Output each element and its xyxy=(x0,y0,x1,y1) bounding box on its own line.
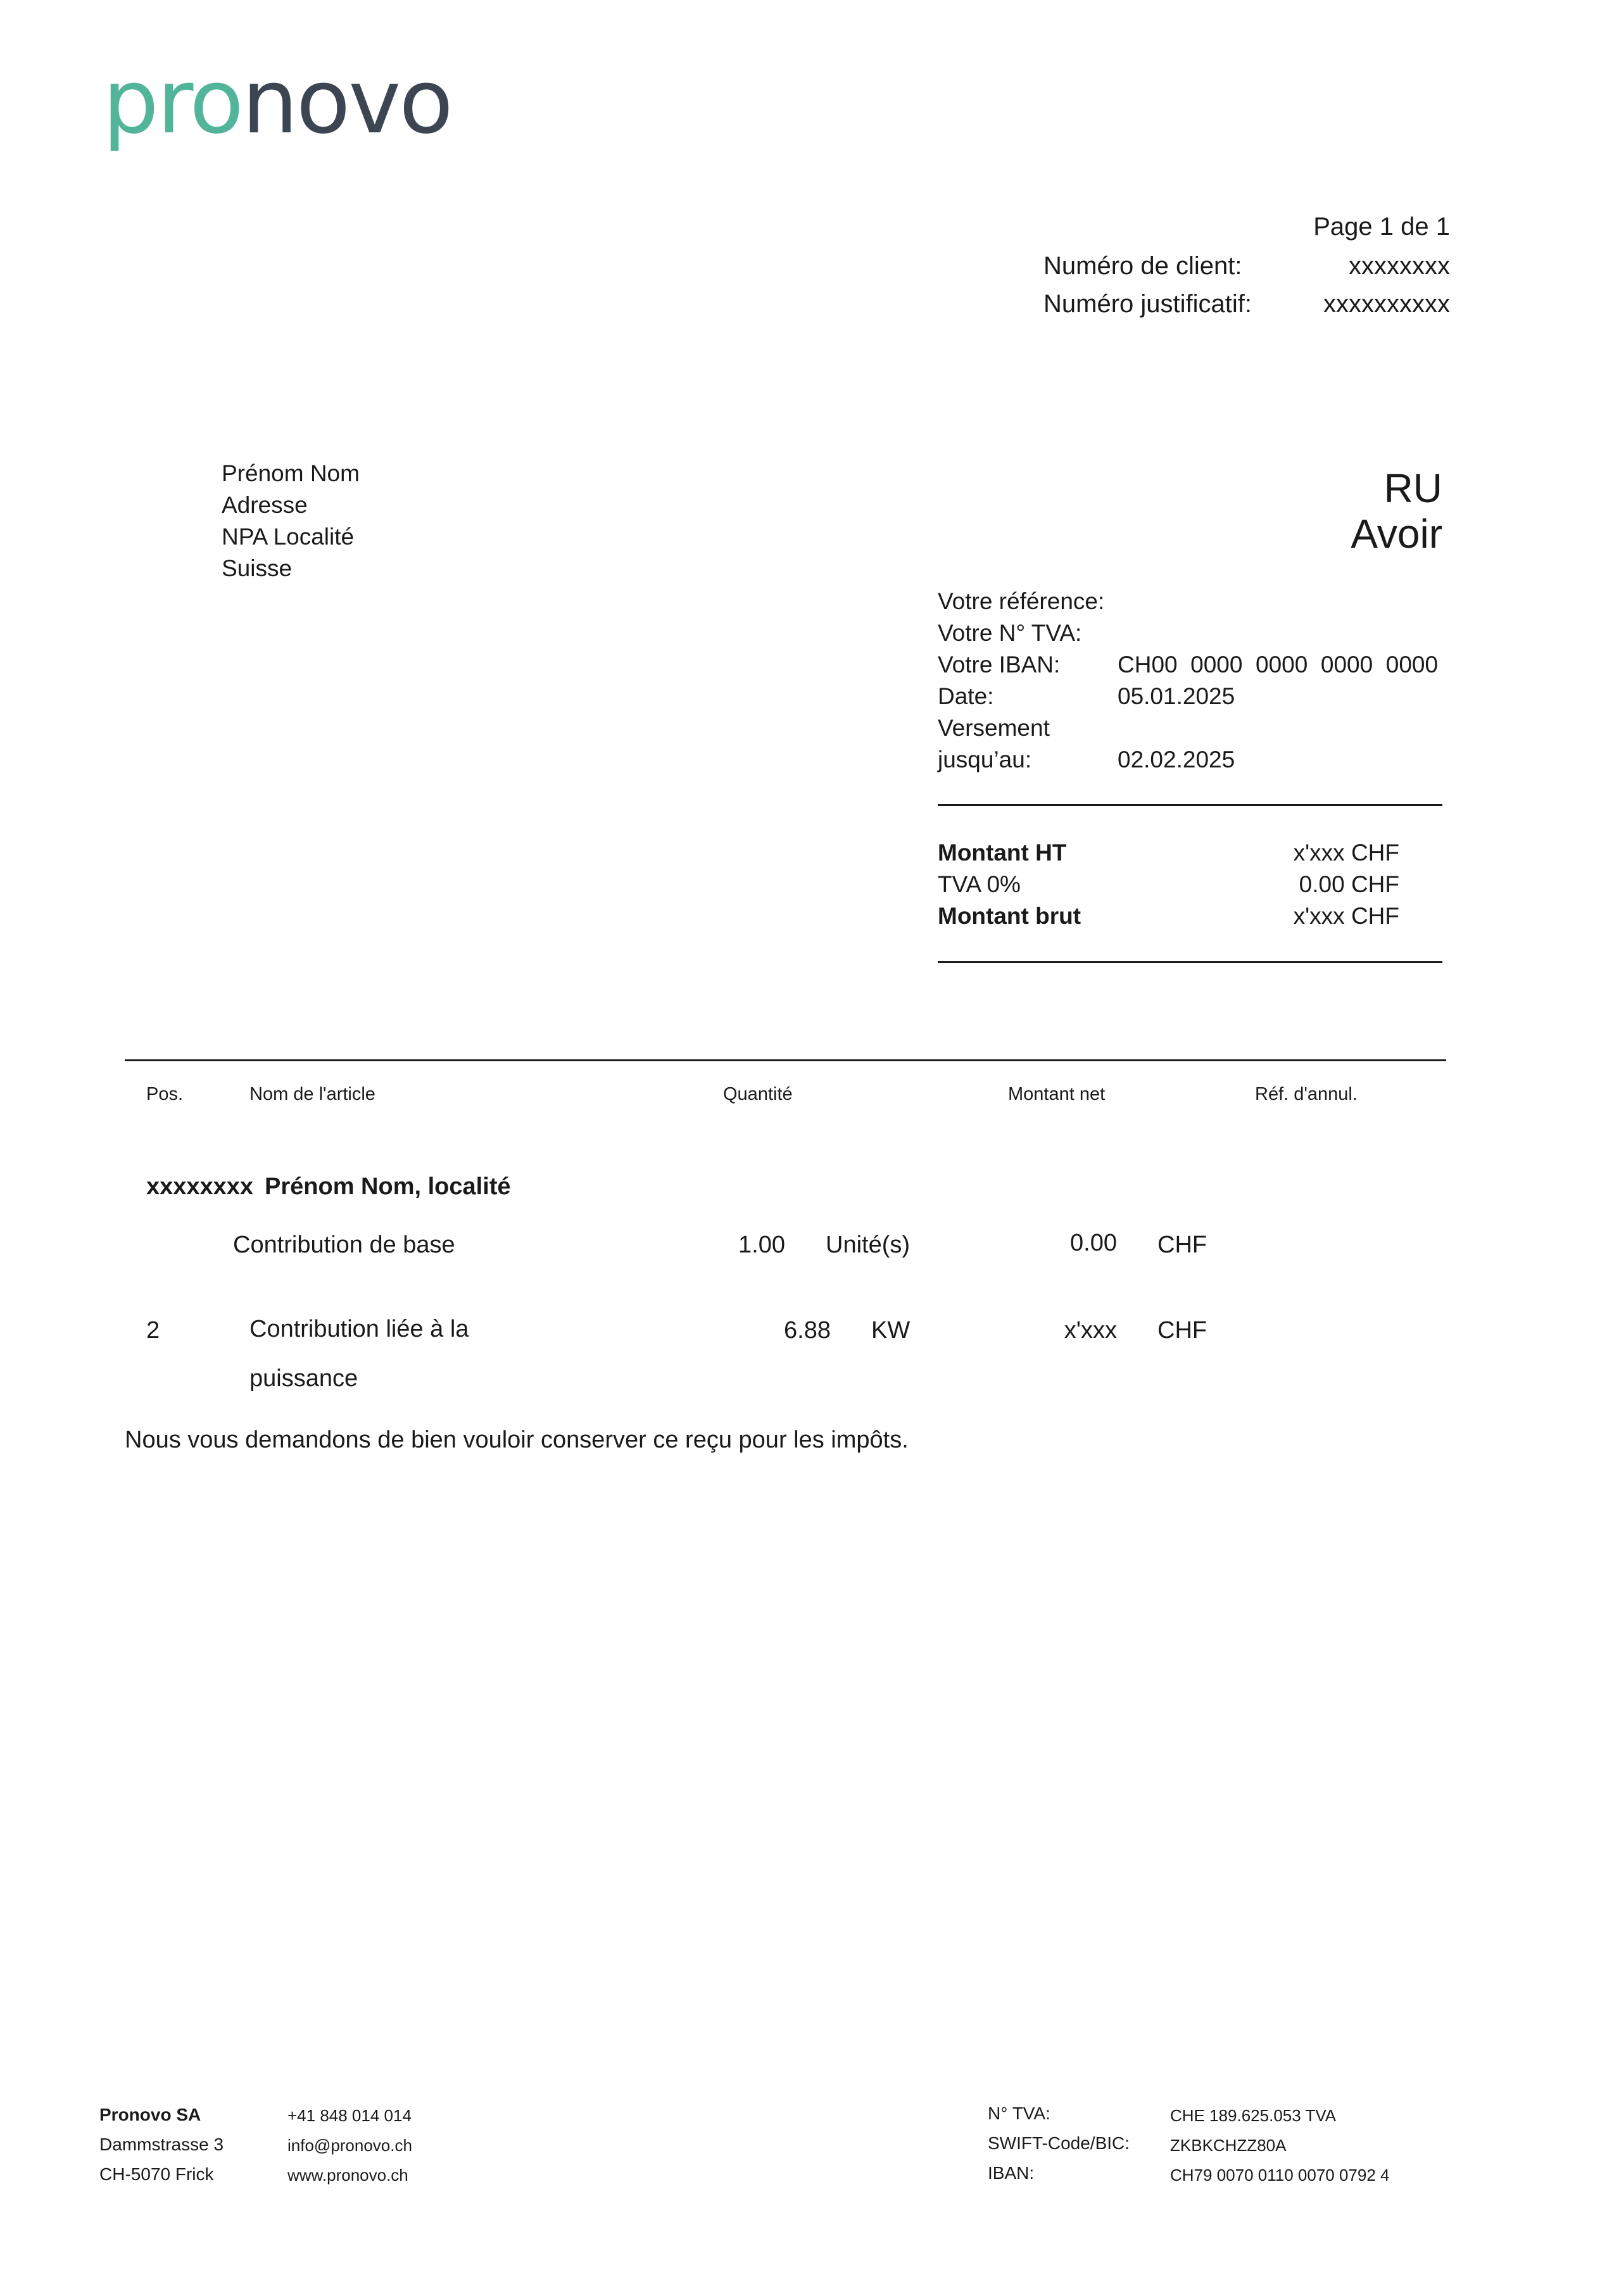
group-id: xxxxxxxx xyxy=(146,1173,254,1200)
row1-currency: CHF xyxy=(1157,1232,1207,1258)
reference-label: Votre référence: xyxy=(938,588,1105,614)
recipient-address xyxy=(222,458,360,584)
recipient-city: NPA Localité xyxy=(222,524,355,550)
voucher-number-label: Numéro justificatif: xyxy=(1043,290,1252,318)
divider-top xyxy=(938,804,1442,806)
table-top-rule xyxy=(125,1059,1446,1061)
logo-part-novo: novo xyxy=(242,51,451,154)
document-title: Avoir xyxy=(1351,511,1442,557)
divider-bottom xyxy=(938,961,1442,963)
col-header-article: Nom de l'article xyxy=(249,1084,375,1104)
recipient-street: Adresse xyxy=(222,492,308,518)
vat-number-label: Votre N° TVA: xyxy=(938,620,1082,646)
date-value: 05.01.2025 xyxy=(1118,683,1235,709)
page-number: Page 1 de 1 xyxy=(1313,213,1450,241)
footer-company-name: Pronovo SA xyxy=(99,2105,201,2124)
payment-label-line1: Versement xyxy=(938,715,1050,741)
row1-net-amount: 0.00 xyxy=(1070,1230,1117,1256)
document-type xyxy=(1351,465,1442,557)
footer-swift-label: SWIFT-Code/BIC: xyxy=(988,2133,1130,2153)
client-number-value: xxxxxxxx xyxy=(1349,252,1450,280)
footer-vat-value: CHE 189.625.053 TVA xyxy=(1170,2106,1337,2125)
payment-due-date: 02.02.2025 xyxy=(1118,747,1235,773)
payment-label-line2: jusqu’au: xyxy=(938,747,1032,773)
group-name: Prénom Nom, localité xyxy=(265,1173,511,1200)
tva-value: 0.00 CHF xyxy=(1299,871,1399,897)
col-header-pos: Pos. xyxy=(146,1084,184,1104)
tax-note: Nous vous demandons de bien vouloir conserver ce reçu pour les impôts. xyxy=(125,1427,909,1453)
date-label: Date: xyxy=(938,683,994,709)
row2-article-line2: puissance xyxy=(249,1365,358,1392)
col-header-net-amount: Montant net xyxy=(1008,1084,1106,1104)
footer-swift-value: ZKBKCHZZ80A xyxy=(1170,2136,1287,2155)
row2-article xyxy=(249,1304,469,1403)
row2-unit: KW xyxy=(871,1317,911,1344)
row2-quantity: 6.88 xyxy=(784,1317,831,1344)
footer-street: Dammstrasse 3 xyxy=(99,2135,224,2154)
col-header-cancel-ref: Réf. d'annul. xyxy=(1255,1084,1358,1104)
tva-label: TVA 0% xyxy=(938,871,1021,897)
amount-ht-label: Montant HT xyxy=(938,840,1067,866)
row2-net-amount: x'xxx xyxy=(1064,1317,1117,1344)
row1-quantity: 1.00 xyxy=(738,1232,785,1258)
amount-brut-label: Montant brut xyxy=(938,903,1081,929)
footer-city: CH-5070 Frick xyxy=(99,2164,214,2184)
amount-ht-value: x'xxx CHF xyxy=(1293,840,1399,866)
footer-iban-label: IBAN: xyxy=(988,2163,1035,2183)
client-number-label: Numéro de client: xyxy=(1043,252,1242,280)
footer-bank-labels xyxy=(988,2098,1130,2188)
logo-part-pro: pro xyxy=(103,51,243,154)
footer-website: www.pronovo.ch xyxy=(287,2166,408,2185)
document-code: RU xyxy=(1383,465,1442,511)
footer-bank-values xyxy=(1170,2101,1389,2190)
footer-phone: +41 848 014 014 xyxy=(287,2106,412,2125)
iban-value: CH00 0000 0000 0000 0000 xyxy=(1118,652,1439,678)
recipient-country: Suisse xyxy=(222,555,293,581)
footer-iban-value: CH79 0070 0110 0070 0792 4 xyxy=(1170,2166,1390,2185)
iban-label: Votre IBAN: xyxy=(938,652,1061,678)
footer-vat-label: N° TVA: xyxy=(988,2104,1050,2123)
row1-article: Contribution de base xyxy=(233,1232,455,1258)
pronovo-logo xyxy=(103,51,451,154)
recipient-name: Prénom Nom xyxy=(222,460,360,486)
amount-brut-value: x'xxx CHF xyxy=(1293,903,1399,929)
row2-currency: CHF xyxy=(1157,1317,1207,1344)
col-header-quantity: Quantité xyxy=(723,1084,793,1104)
footer-company xyxy=(99,2100,224,2189)
row2-pos: 2 xyxy=(146,1317,160,1344)
footer-email: info@pronovo.ch xyxy=(287,2136,412,2155)
row1-unit: Unité(s) xyxy=(826,1232,911,1258)
footer-contact xyxy=(287,2101,412,2190)
row2-article-line1: Contribution liée à la xyxy=(249,1316,469,1342)
voucher-number-value: xxxxxxxxxx xyxy=(1323,290,1450,318)
